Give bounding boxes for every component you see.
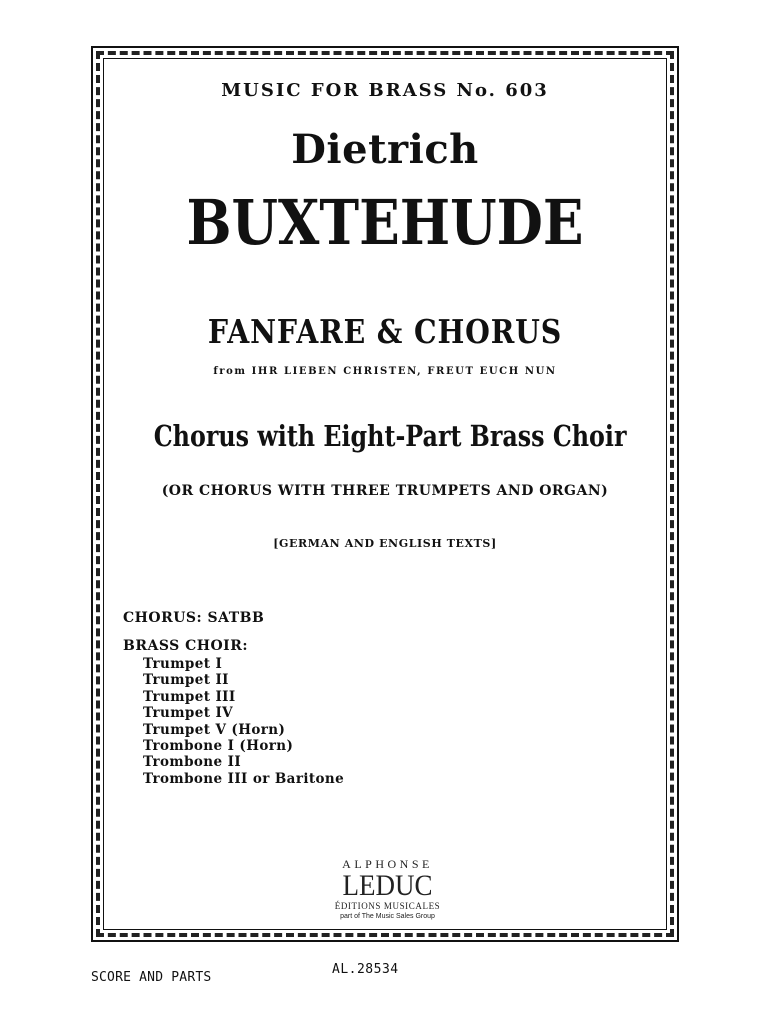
publisher-logo bbox=[300, 857, 475, 921]
instrument-item: Trombone II bbox=[143, 754, 242, 771]
alternate-scoring: (OR CHORUS WITH THREE TRUMPETS AND ORGAN) bbox=[161, 483, 609, 499]
publisher-line2: ÉDITIONS MUSICALES bbox=[334, 901, 441, 911]
chorus-voicing: CHORUS: SATBB bbox=[123, 610, 265, 626]
series-title: MUSIC FOR BRASS No. 603 bbox=[221, 80, 549, 101]
instrument-item: Trumpet IV bbox=[143, 705, 234, 722]
publisher-group: part of The Music Sales Group bbox=[340, 913, 435, 920]
instrument-item: Trumpet II bbox=[143, 672, 229, 689]
publisher-name: LEDUC bbox=[342, 869, 433, 902]
texts-note: [GERMAN AND ENGLISH TEXTS] bbox=[273, 537, 497, 550]
instrument-list bbox=[143, 656, 344, 787]
composer-last-name: BUXTEHUDE bbox=[186, 186, 584, 259]
publisher-line1: ALPHONSE bbox=[342, 857, 433, 871]
instrument-item: Trumpet I bbox=[143, 656, 223, 672]
brass-choir-heading: BRASS CHOIR: bbox=[123, 638, 249, 654]
edition-note: SCORE AND PARTS bbox=[91, 970, 212, 985]
instrument-item: Trombone III or Baritone bbox=[143, 770, 345, 787]
instrument-item: Trombone I (Horn) bbox=[143, 738, 294, 755]
instrument-item: Trumpet V (Horn) bbox=[143, 721, 286, 738]
catalog-number: AL.28534 bbox=[332, 962, 399, 977]
scoring-line: Chorus with Eight-Part Brass Choir bbox=[153, 419, 627, 453]
work-source: from IHR LIEBEN CHRISTEN, FREUT EUCH NUN bbox=[213, 366, 557, 377]
work-title: FANFARE & CHORUS bbox=[207, 312, 563, 351]
instrument-item: Trumpet III bbox=[143, 688, 236, 705]
composer-first-name: Dietrich bbox=[291, 126, 479, 173]
